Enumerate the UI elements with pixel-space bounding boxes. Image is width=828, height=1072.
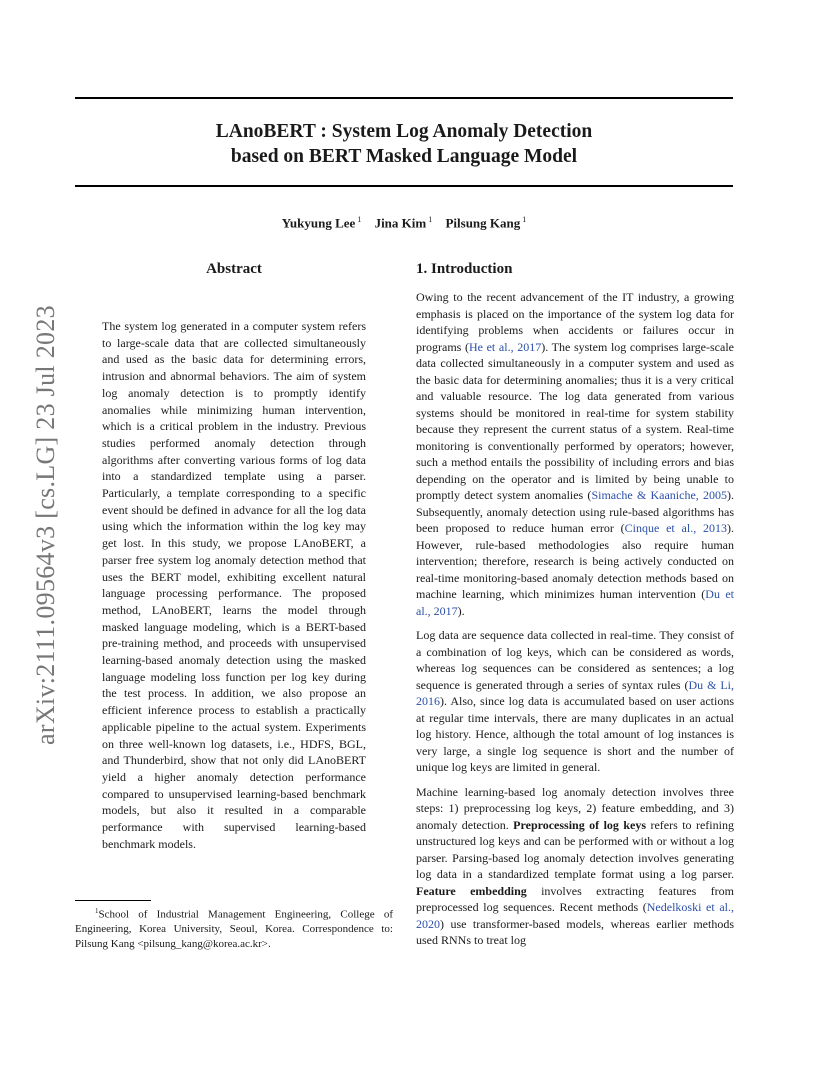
citation-link[interactable]: Cinque et al., 2013 [624,521,728,535]
intro-paragraph-3: Machine learning-based log anomaly detection involves three steps: 1) preprocessing log keys, 2) feature embedding, and 3) anomaly detection. Preprocessing of log keys refers to refining unstructured log keys and can be performed with or without a log parser. Parsing-based log anomaly detection involves generating log data in a standardized template format using a log parser. Feature embedding involves extracting features from preprocessed log sequences. Recent methods (Nedelkoski et al., 2020) use transformer-based models, whereas earlier methods used RNNs to treat log [416,784,735,947]
title-bottom-rule [75,185,733,187]
citation-link[interactable]: Du et al., 2017 [416,587,735,618]
citation-link[interactable]: Du & Li, 2016 [416,677,734,708]
citation-link[interactable]: Nedelkoski et al., 2020 [416,900,735,931]
abstract-heading: Abstract [206,261,262,277]
title-line-2: based on BERT Masked Language Model [230,146,578,167]
author-name: Yukyung Lee [281,215,356,231]
author-affiliation-mark: 1 [357,215,362,224]
bold-term: Feature embedding [416,883,527,898]
author-list [75,215,733,231]
abstract-text: The system log generated in a computer system refers to large-scale data that are collected simultaneously and used as the basic data for determining errors, intrusion and abnormal behaviors. The aim of system log anomaly detection is to promptly identify anomalies while minimizing human intervention, which is a critical problem in the industry. Previous studies performed anomaly detection through algorithms after converting various forms of log data into a standardized template using a parser. Particularly, a template corresponding to a specific event should be defined in advance for all the log data using which the information within the log key may get lost. In this study, we propose LAnoBERT, a parser free system log anomaly detection method that uses the BERT model, exhibiting excellent natural language processing performance. The proposed method, LAnoBERT, learns the model through masked language modeling, which is a BERT-based pre-training method, and proceeds with unsupervised learning-based anomaly detection using the masked language modeling loss function per log key during the test process. In addition, we also propose an efficient inference process to establish a practically applicable pipeline to the actual system. Experiments on three well-known log datasets, i.e., HDFS, BGL, and Thunderbird, show that not only did LAnoBERT yield a higher anomaly detection performance compared to unsupervised learning-based benchmark models, but also it resulted in a comparable performance with supervised learning-based benchmark models. [102,319,366,851]
footnote [75,904,393,951]
bold-term: Preprocessing of log keys [513,817,647,832]
section-heading-introduction: 1. Introduction [416,261,513,277]
paper-title [75,119,733,169]
author-name: Jina Kim [374,215,427,231]
citation-link[interactable]: Simache & Kaaniche, 2005 [591,488,727,502]
abstract-body [102,318,366,853]
author-affiliation-mark: 1 [522,215,527,224]
intro-paragraph-1: Owing to the recent advancement of the IT industry, a growing emphasis is placed on the importance of the system log data for identifying problems when accidents or failures occur in programs (He et al., 2017). The system log comprises large-scale data collected simultaneously in a computer system and used as the basic data for determining anomalies; thus it is a very critical and valuable resource. The log data generated from various systems should be monitored in real-time for system stability because they represent the current status of a system. Real-time monitoring is conventionally performed by operators; however, such a method entails the possibility of including errors and bias depending on the operator and is limited by being unable to promptly detect system anomalies (Simache & Kaaniche, 2005). Subsequently, anomaly detection using rule-based algorithms has been proposed to reduce human error (Cinque et al., 2013). However, rule-based methodologies also require human intervention; therefore, research is being actively conducted on real-time monitoring-based anomaly detection methods based on machine learning, which minimizes human intervention (Du et al., 2017). [416,290,735,618]
author-name: Pilsung Kang [445,215,521,231]
intro-paragraph-2: Log data are sequence data collected in real-time. They consist of a combination of log keys, which can be considered as words, whereas log sequences can be considered as sentences; a log sequence is generated through a series of syntax rules (Du & Li, 2016). Also, since log data is accumulated based on user actions at regular time intervals, there are many duplicates in an actual log history. Hence, although the total amount of log instances is very large, a single log sequence is short and the number of unique log keys are limited in general. [416,628,734,774]
author-affiliation-mark: 1 [428,215,433,224]
citation-link[interactable]: He et al., 2017 [468,339,542,354]
footnote-text: School of Industrial Management Engineering, College of Engineering, Korea University, Seoul, Korea. Correspondence to: Pilsung Kang <pilsung_kang@korea.ac.kr>. [75,908,393,950]
footnote-mark: 1 [95,907,99,915]
title-line-1: LAnoBERT : System Log Anomaly Detection [215,121,593,142]
introduction-body [416,289,734,957]
title-top-rule [75,97,733,99]
footnote-rule [75,900,151,901]
arxiv-id: arXiv:2111.09564v3 [cs.LG] 23 Jul 2023 [31,305,60,745]
